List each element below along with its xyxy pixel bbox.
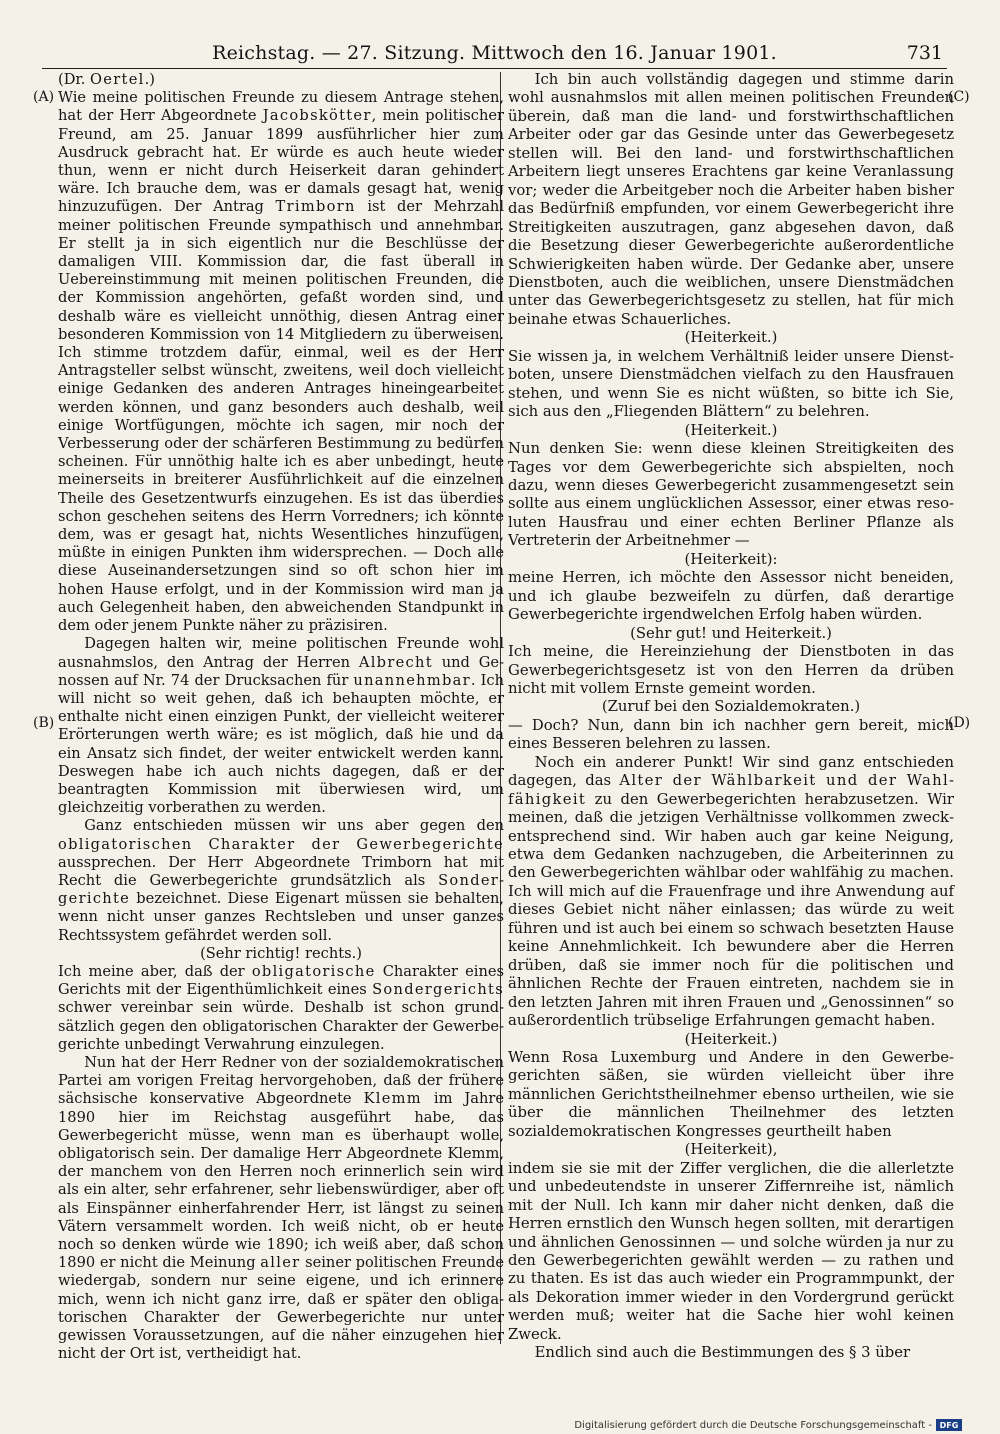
interjection: (Heiterkeit.) <box>684 329 778 347</box>
paragraph: Wenn Rosa Luxemburg und Andere in den Gewerbegerichten säßen, sie würden vielleicht über ihre männlichen Gerichtstheilnehmer ebenso urtheilen, wie sie über die männlichen Theilnehmer des letzten sozialdemokratischen Kongresses geurtheilt haben <box>508 1049 954 1140</box>
interjection: (Sehr gut! und Heiterkeit.) <box>630 624 832 642</box>
speaker-label: (Dr. Oertel.) <box>58 71 155 88</box>
paragraph: Nun denken Sie: wenn diese kleinen Streitigkeiten des Tages vor dem Gewerbegerichte sich abspielten, noch dazu, wenn dieses Gewerbegericht zusammengesetzt sein sollte aus einem unglücklichen Assessor, einer etwas resoluten Hausfrau und einer echten Berliner Pflanze als Vertreterin der Arbeitnehmer — <box>508 440 954 550</box>
paragraph: Ich meine aber, daß der obligatorische Charakter eines Gerichts mit der Eigenthümlichkeit eines Sondergerichts schwer vereinbar sein würde. Deshalb ist schon grundsätzlich gegen den obligatorischen Charakter der Gewerbegerichte unbedingt Verwahrung einzulegen. <box>58 962 504 1053</box>
margin-marker-d: (D) <box>948 715 971 731</box>
left-column <box>58 71 504 1363</box>
page-header <box>42 38 947 69</box>
interjection: (Heiterkeit.) <box>684 1030 778 1048</box>
paragraph: Dagegen halten wir, meine politischen Freunde wohl ausnahmslos, den Antrag der Herren Albrecht und Genossen auf Nr. 74 der Drucksachen für unannehmbar. Ich will nicht so weit gehen, daß ich behaupten möchte, er enthalte nicht einen einzigen Punkt, der vielleicht weiterer Erörterungen werth wäre; es ist möglich, daß hie und da ein Ansatz sich findet, der weiter entwickelt werden kann. Deswegen habe ich auch nichts dagegen, daß er der beantragten Kommission mit überwiesen wird, um gleichzeitig vorberathen zu werden. <box>58 635 504 817</box>
paragraph: Sie wissen ja, in welchem Verhältniß leider unsere Dienstboten, unsere Dienstmädchen vielfach zu den Hausfrauen stehen, und wenn Sie es nicht wüßten, so bitte ich Sie, sich aus den „Fliegenden Blättern“ zu belehren. <box>508 347 954 421</box>
paragraph: Noch ein anderer Punkt! Wir sind ganz entschieden dagegen, das Alter der Wählbarkeit und der Wahlfähigkeit zu den Gewerbegerichten herabzusetzen. Wir meinen, daß die jetzigen Verhältnisse vollkommen zweckentsprechend sind. Wir haben auch gar keine Neigung, etwa dem Gedanken nachzugeben, die Arbeiterinnen zu den Gewerbegerichten wählbar oder wahlfähig zu machen. Ich will mich auf die Frauenfrage und ihre Anwendung auf dieses Gebiet nicht näher einlassen; das würde zu weit führen und ist auch bei einem so schwach besetzten Hause keine Annehmlichkeit. Ich bewundere aber die Herren drüben, daß sie immer noch für die politischen und ähnlichen Rechte der Frauen eintreten, nachdem sie in den letzten Jahren mit ihren Frauen und „Genossinnen“ so außerordentlich trübselige Erfahrungen gemacht haben. <box>508 753 954 1030</box>
dfg-logo: DFG <box>936 1419 962 1431</box>
paragraph: meine Herren, ich möchte den Assessor nicht beneiden, und ich glaube bezweifeln zu dürfen, daß derartige Gewerbegerichte irgendwelchen Erfolg haben würden. <box>508 569 954 624</box>
paragraph: Endlich sind auch die Bestimmungen des § 3 über <box>534 1344 911 1362</box>
interjection: (Zuruf bei den Sozialdemokraten.) <box>601 698 861 716</box>
interjection: (Heiterkeit.) <box>684 421 778 439</box>
footer-text: Digitalisierung gefördert durch die Deutsche Forschungsgemeinschaft - <box>574 1419 932 1431</box>
header-title: Reichstag. — 27. Sitzung. Mittwoch den 16. Januar 1901. <box>212 42 777 64</box>
margin-marker-a: (A) <box>33 89 55 105</box>
paragraph: Wie meine politischen Freunde zu diesem Antrage stehen, hat der Herr Abgeordnete Jacobskötter, mein politischer Freund, am 25. Januar 1899 ausführlicher hier zum Ausdruck gebracht hat. Er würde es auch heute wieder thun, wenn er nicht durch Heiserkeit daran gehindert wäre. Ich brauche dem, was er damals gesagt hat, wenig hinzuzufügen. Der Antrag Trimborn ist der Mehrzahl meiner politischen Freunde sympathisch und annehmbar. Er stellt ja in sich eigentlich nur die Beschlüsse der damaligen VIII. Kommission dar, die fast überall in Uebereinstimmung mit meinen politischen Freunden, die der Kommission angehörten, gefaßt worden sind, und deshalb wäre es vielleicht unnöthig, diesen Antrag einer besonderen Kommission von 14 Mitgliedern zu überweisen. Ich stimme trotzdem dafür, einmal, weil es der Herr Antragsteller selbst wünscht, zweitens, weil doch vielleicht einige Gedanken des anderen Antrages hineingearbeitet werden können, und ganz besonders auch deshalb, weil einige Wortfügungen, möchte ich sagen, mir noch der Verbesserung oder der schärferen Bestimmung zu bedürfen scheinen. Für unnöthig halte ich es aber unbedingt, heute meinerseits in breiterer Ausführlichkeit auf die einzelnen Theile des Gesetzentwurfs einzugehen. Es ist das überdies schon geschehen seitens des Herrn Vorredners; ich könnte dem, was er gesagt hat, nichts Wesentliches hinzufügen, müßte in einigen Punkten ihm widersprechen. — Doch alle diese Auseinandersetzungen sind so oft schon hier im hohen Hause erfolgt, und in der Kommission wird man ja auch Gelegenheit haben, den abweichenden Standpunkt in dem oder jenem Punkte näher zu präzisiren. <box>58 89 504 635</box>
paragraph: Ich meine, die Hereinziehung der Dienstboten in das Gewerbegerichtsgesetz ist von den Herren da drüben nicht mit vollem Ernste gemeint worden. <box>508 643 954 697</box>
paragraph: indem sie sie mit der Ziffer verglichen, die die allerletzte und unbedeutendste in unserer Ziffernreihe ist, nämlich mit der Null. Ich kann mir daher nicht denken, daß die Herren ernstlich den Wunsch hegen sollten, mit derartigen und ähnlichen Genossinnen — und solche würden ja nur zu den Gewerbegerichten gewählt werden — zu rathen und zu thaten. Es ist das auch wieder ein Programmpunkt, der als Dekoration immer wieder in den Vordergrund gerückt werden muß; weiter hat die Sache hier wohl keinen Zweck. <box>508 1159 954 1343</box>
margin-marker-b: (B) <box>33 715 55 731</box>
page-number: 731 <box>906 42 943 64</box>
margin-marker-c: (C) <box>948 89 970 105</box>
speaker-name: Oertel <box>90 71 145 88</box>
right-column <box>508 71 954 1363</box>
paragraph: Ich bin auch vollständig dagegen und stimme darin wohl ausnahmslos mit allen meinen politischen Freunden überein, daß man die land- und forstwirthschaftlichen Arbeiter oder gar das Gesinde unter das Gewerbegesetz stellen will. Bei den land- und forstwirthschaftlichen Arbeitern liegt unseres Erachtens gar keine Veranlassung vor; weder die Arbeitgeber noch die Arbeiter haben bisher das Bedürfniß empfunden, vor einem Gewerbegericht ihre Streitigkeiten auszutragen, ganz abgesehen davon, daß die Besetzung dieser Gewerbegerichte außerordentliche Schwierigkeiten haben würde. Der Gedanke aber, unsere Dienstboten, auch die weiblichen, unsere Dienstmädchen unter das Gewerbegerichtsgesetz zu stellen, hat für mich beinahe etwas Schauerliches. <box>508 71 954 328</box>
digitization-footer <box>574 1418 962 1432</box>
interjection: (Sehr richtig! rechts.) <box>200 944 362 962</box>
interjection: (Heiterkeit): <box>684 550 778 568</box>
paragraph: Ganz entschieden müssen wir uns aber gegen den obligatorischen Charakter der Gewerbegerichte aussprechen. Der Herr Abgeordnete Trimborn hat mit Recht die Gewerbegerichte grundsätzlich als Sondergerichte bezeichnet. Diese Eigenart müssen sie behalten, wenn nicht unser ganzes Rechtsleben und unser ganzes Rechtssystem gefährdet werden soll. <box>58 817 504 944</box>
paragraph: Nun hat der Herr Redner von der sozialdemokratischen Partei am vorigen Freitag hervorgehoben, daß der frühere sächsische konservative Abgeordnete Klemm im Jahre 1890 hier im Reichstag ausgeführt habe, das Gewerbegericht müsse, wenn man es überhaupt wolle, obligatorisch sein. Der damalige Herr Abgeordnete Klemm, der manchem von den Herren noch erinnerlich sein wird als ein alter, sehr erfahrener, sehr liebenswürdiger, aber oft als Einspänner einherfahrender Herr, ist längst zu seinen Vätern versammelt worden. Ich weiß nicht, ob er heute noch so denken würde wie 1890; ich weiß aber, daß schon 1890 er nicht die Meinung aller seiner politischen Freunde wiedergab, sondern nur seine eigene, und ich erinnere mich, wenn ich nicht ganz irre, daß er später den obligatorischen Charakter der Gewerbegerichte nur unter gewissen Voraussetzungen, auf die näher einzugehen hier nicht der Ort ist, vertheidigt hat. <box>58 1053 504 1363</box>
paragraph: — Doch? Nun, dann bin ich nachher gern bereit, mich eines Besseren belehren zu lassen. <box>508 716 954 753</box>
interjection: (Heiterkeit), <box>684 1141 778 1159</box>
